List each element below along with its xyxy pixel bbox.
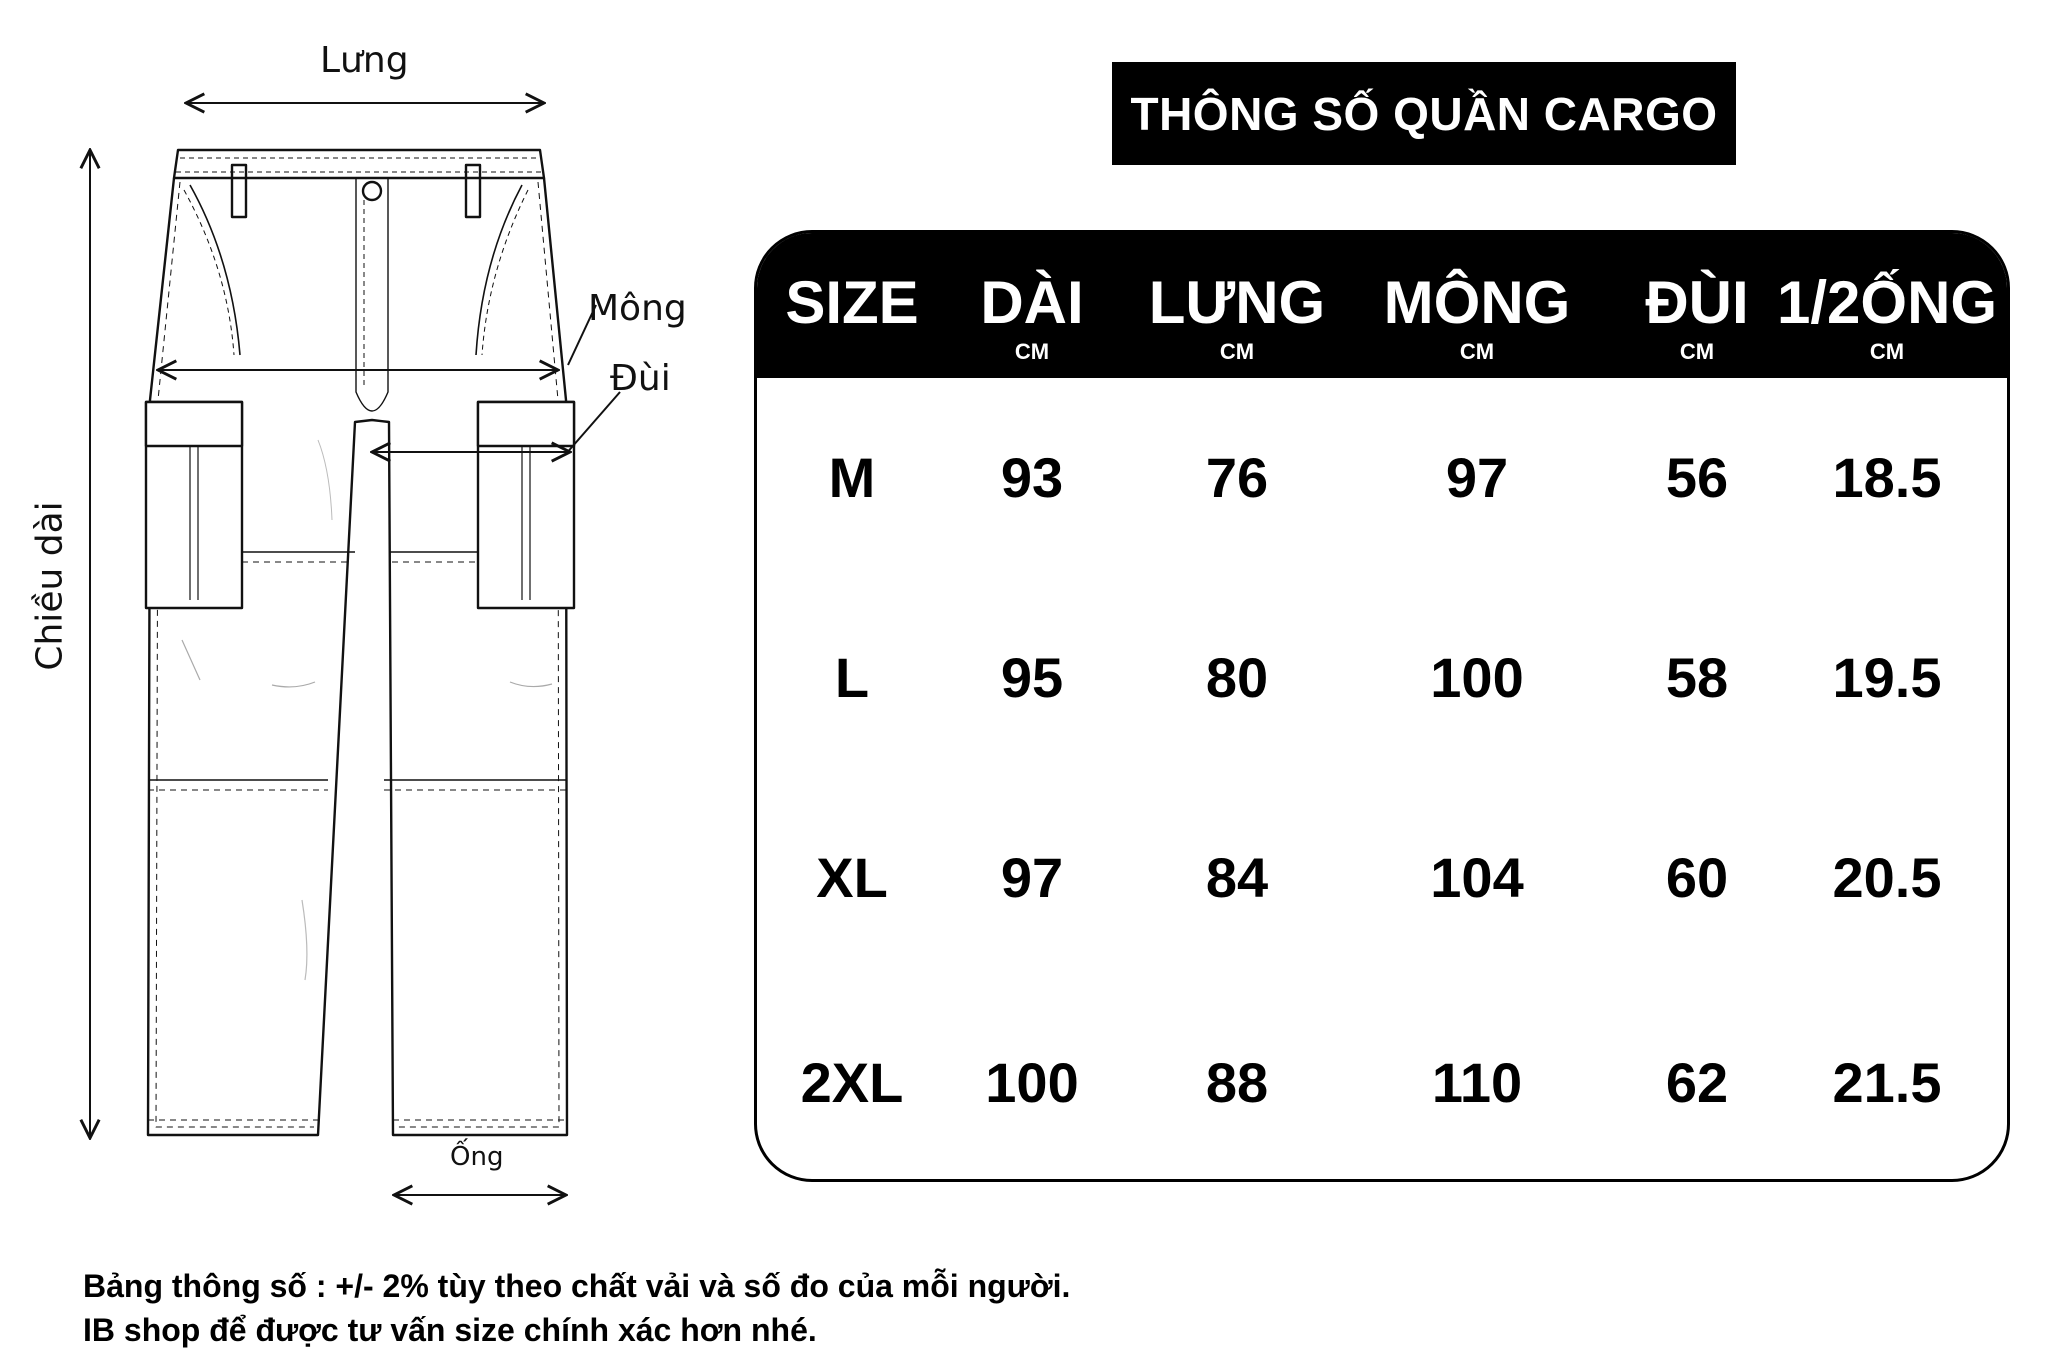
size-cell: M bbox=[828, 446, 876, 509]
size-cell: 2XL bbox=[800, 1051, 904, 1114]
thigh-cell: 56 bbox=[1665, 446, 1729, 509]
cargo-pants-diagram bbox=[0, 0, 760, 1220]
waist-cell: 88 bbox=[1205, 1051, 1269, 1114]
header-name: DÀI bbox=[980, 269, 1084, 336]
hip-cell: 97 bbox=[1445, 446, 1509, 509]
hip-label: Mông bbox=[588, 288, 687, 329]
half-hem-cell: 18.5 bbox=[1832, 446, 1942, 509]
footnote-line: IB shop để được tư vấn size chính xác hơn nhé. bbox=[83, 1312, 817, 1348]
half-hem-cell: 20.5 bbox=[1832, 846, 1942, 909]
table-row bbox=[757, 828, 2007, 928]
length-cell: 100 bbox=[985, 1051, 1079, 1114]
belt-loop-right bbox=[466, 165, 480, 217]
waist-cell: 76 bbox=[1205, 446, 1269, 509]
thigh-cell: 58 bbox=[1665, 646, 1729, 709]
waist-button bbox=[363, 182, 381, 200]
half-hem-cell: 19.5 bbox=[1832, 646, 1942, 709]
table-header bbox=[757, 233, 2007, 378]
length-cell: 93 bbox=[1000, 446, 1064, 509]
footnote-line: Bảng thông số : +/- 2% tùy theo chất vải và số đo của mỗi người. bbox=[83, 1268, 1071, 1304]
size-table bbox=[754, 230, 2010, 1182]
size-cell: XL bbox=[816, 846, 888, 909]
header-size bbox=[777, 233, 927, 378]
fly bbox=[356, 178, 388, 411]
header-name: LƯNG bbox=[1148, 269, 1326, 336]
length-cell: 95 bbox=[1000, 646, 1064, 709]
header-unit: CM bbox=[1679, 339, 1715, 364]
header-hip bbox=[1357, 233, 1597, 378]
header-thigh bbox=[1617, 233, 1777, 378]
waist-cell: 84 bbox=[1205, 846, 1269, 909]
length-label: Chiều dài bbox=[29, 501, 71, 671]
waist-label: Lưng bbox=[320, 40, 409, 81]
header-name: MÔNG bbox=[1383, 269, 1571, 336]
header-name: ĐÙI bbox=[1645, 269, 1749, 336]
length-cell: 97 bbox=[1000, 846, 1064, 909]
thigh-cell: 62 bbox=[1665, 1051, 1729, 1114]
waistband bbox=[174, 150, 544, 178]
measurement-arrows bbox=[90, 103, 620, 1195]
hip-cell: 110 bbox=[1431, 1051, 1523, 1114]
waist-cell: 80 bbox=[1205, 646, 1269, 709]
table-row bbox=[757, 1033, 2007, 1133]
header-name: SIZE bbox=[785, 269, 919, 336]
header-waist bbox=[1137, 233, 1337, 378]
header-length bbox=[957, 233, 1107, 378]
header-unit: CM bbox=[1869, 339, 1905, 364]
belt-loop-left bbox=[232, 165, 246, 217]
table-row bbox=[757, 628, 2007, 728]
half-hem-cell: 21.5 bbox=[1832, 1051, 1942, 1114]
header-unit: CM bbox=[1014, 339, 1050, 364]
hem-label: Ống bbox=[450, 1142, 504, 1172]
pants-outline bbox=[148, 178, 567, 1135]
page-title: THÔNG SỐ QUẦN CARGO bbox=[1112, 62, 1736, 165]
thigh-label: Đùi bbox=[610, 358, 671, 399]
footnote bbox=[83, 1264, 1070, 1352]
header-half-hem bbox=[1777, 233, 1997, 378]
table-row bbox=[757, 428, 2007, 528]
hip-cell: 104 bbox=[1430, 846, 1524, 909]
hip-cell: 100 bbox=[1430, 646, 1524, 709]
header-unit: CM bbox=[1219, 339, 1255, 364]
thigh-cell: 60 bbox=[1665, 846, 1729, 909]
size-cell: L bbox=[834, 646, 870, 709]
header-unit: CM bbox=[1459, 339, 1495, 364]
header-name: 1/2ỐNG bbox=[1777, 269, 1998, 336]
